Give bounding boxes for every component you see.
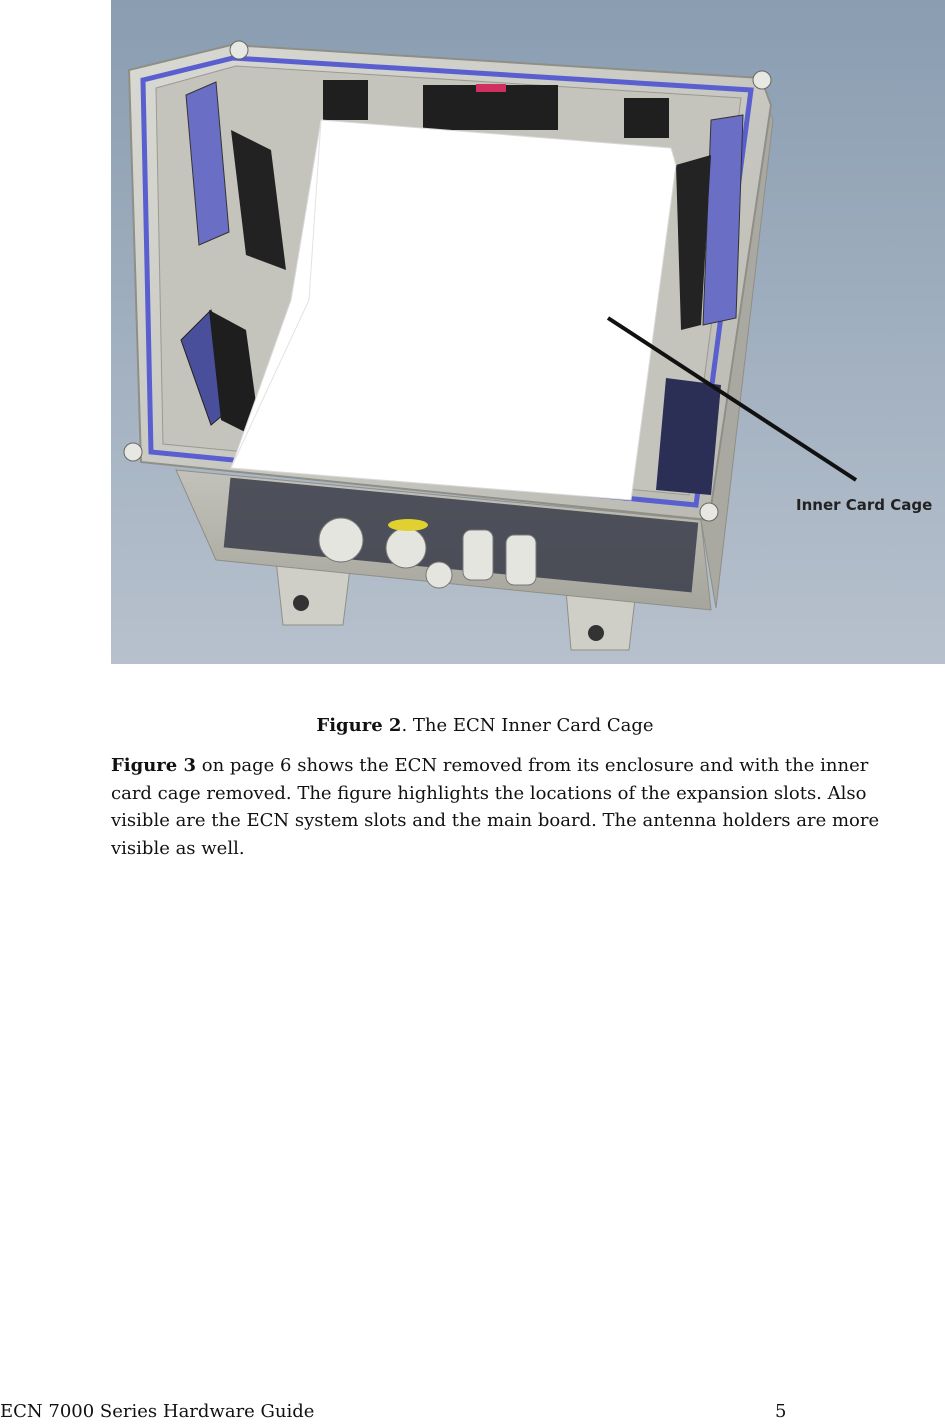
connector-3 bbox=[426, 562, 452, 588]
back-bracket-1 bbox=[323, 80, 368, 120]
connector-2-cap bbox=[388, 519, 428, 531]
mounting-hole-left bbox=[293, 595, 309, 611]
connector-5 bbox=[506, 535, 536, 585]
caption-figure-label: Figure 2 bbox=[316, 715, 402, 736]
body-paragraph bbox=[111, 752, 891, 862]
back-connector-red bbox=[476, 84, 506, 92]
caption-text: . The ECN Inner Card Cage bbox=[401, 715, 654, 736]
body-paragraph-text: on page 6 shows the ECN removed from its enclosure and with the inner card cage removed. The figure highlights the locations of the expansion slots. Also visible are the ECN system slots and the main board. The antenna holders are more visible as well. bbox=[111, 755, 880, 859]
enclosure-illustration bbox=[111, 0, 945, 664]
system-slot-right bbox=[656, 378, 721, 495]
footer-title: ECN 7000 Series Hardware Guide bbox=[0, 1401, 315, 1422]
callout-label: Inner Card Cage bbox=[796, 496, 933, 514]
footer-page-number: 5 bbox=[775, 1401, 787, 1422]
connector-1 bbox=[319, 518, 363, 562]
mounting-hole-right bbox=[588, 625, 604, 641]
connector-2 bbox=[386, 528, 426, 568]
back-bracket-2 bbox=[624, 98, 669, 138]
corner-screw bbox=[230, 41, 248, 59]
figure-reference: Figure 3 bbox=[111, 755, 197, 776]
enclosure-figure-image bbox=[111, 0, 945, 664]
corner-screw bbox=[753, 71, 771, 89]
corner-screw bbox=[124, 443, 142, 461]
corner-screw bbox=[700, 503, 718, 521]
connector-4 bbox=[463, 530, 493, 580]
figure-caption bbox=[0, 714, 945, 738]
